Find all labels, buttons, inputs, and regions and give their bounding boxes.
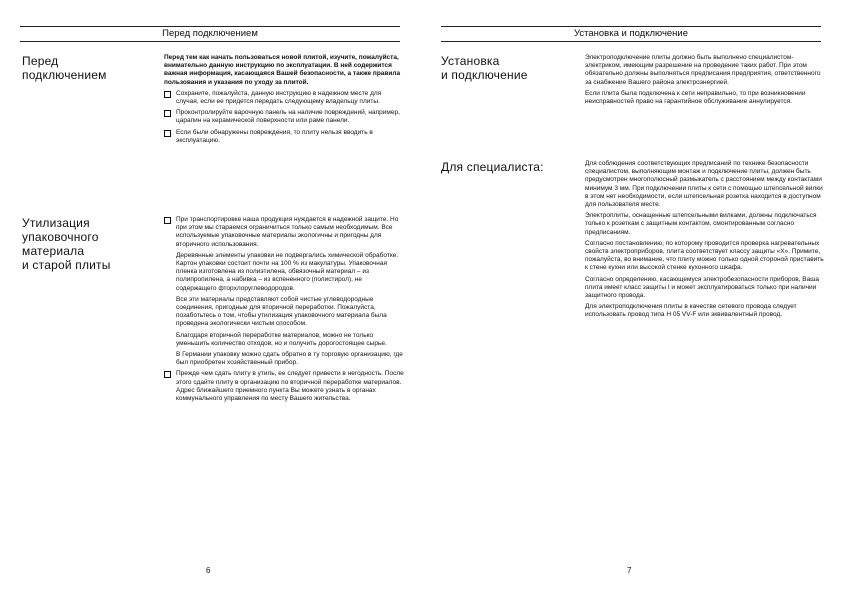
paragraph: Электроподключение плиты должно быть выполнено специалистом-электриком, имеющим разрешение на проведение таких работ. При этом обязательно должны выполняться предписания предприятия, ответственного за снабжение Вашего района электроэнергией. — [585, 54, 821, 86]
checkbox-icon — [164, 91, 171, 98]
paragraph: Деревянные элементы упаковки не подвергались химической обработке. Картон упаковки состоит почти на 100 % из макулатуры. Упаковочная пленка изготовлена из полиэтилена, обвязочный материал – из полипропилена, а набивка – из вспененного (полистирол), не содержащего фторхлоруглеводородов. — [176, 251, 399, 292]
section-title-before-connection: Перед подключением — [22, 54, 107, 82]
checkbox-icon — [164, 371, 171, 378]
page-number: 7 — [627, 566, 632, 575]
paragraph: Все эти материалы представляют собой чистые углеводородные соединения, пригодные для вторичной переработки. Пожалуйста, позаботьтесь о том, чтобы утилизация упаковочного материала была проведена экологически чистым способом. — [176, 295, 387, 328]
section-title-disposal: Утилизация упаковочного материала и старой плиты — [22, 216, 111, 272]
list-item: Проконтролируйте варочную панель на наличие повреждений, например, царапин на керамической поверхности или раме панели. — [164, 109, 404, 125]
paragraph: В Германии упаковку можно сдать обратно в ту торговую организацию, где был приобретен хозяйственный прибор. — [176, 351, 403, 367]
intro-paragraph: Перед тем как начать пользоваться новой плитой, изучите, пожалуйста, внимательно данную инструкцию по эксплуатации. В ней содержится важная информация, касающаяся Вашей безопасности, а также правила пользования и указания по уходу за плитой. — [164, 54, 401, 86]
paragraph: Для электроподключения плиты в качестве сетевого провода следует использовать провод типа H 05 VV-F или эквивалентный провод. — [585, 303, 797, 319]
page-header: Перед подключением — [20, 26, 400, 42]
section-body-installation — [585, 54, 825, 109]
list-item: При транспортировке наша продукция нуждается в надежной защите. Но при этом мы стараемся ограничиться только самым необходимым. Все используемые упаковочные материалы экологичны и пригодны для вторичного использования. — [164, 216, 404, 249]
paragraph: Электроплиты, оснащенные штепсельными вилками, должны подключаться только к розеткам с защитным контактом, смонтированным согласно предписаниям. — [585, 212, 817, 236]
checkbox-icon — [164, 130, 171, 137]
list-item: Сохраните, пожалуйста, данную инструкцию в надежном месте для случая, если ее придется передать следующему владельцу плиты. — [164, 90, 404, 106]
list-item: Прежде чем сдать плиту в утиль, ее следует привести в негодность. После этого сдайте плиту в организацию по вторичной переработке материалов. Адрес ближайшего приемного пункта Вы можете узнать в органах коммунального управления по месту Вашего жительства. — [164, 370, 404, 403]
right-page — [421, 0, 842, 595]
section-body-for-specialist — [585, 160, 825, 323]
section-body-before-connection — [164, 54, 404, 148]
section-body-disposal — [164, 216, 404, 406]
checkbox-icon — [164, 217, 171, 224]
paragraph: Благодаря вторичной переработке материалов, можно не только уменьшить количество отходов, но и получить дорогостоящее сырье. — [176, 331, 387, 347]
page-header: Установка и подключение — [441, 26, 821, 42]
paragraph: Если плита была подключена к сети неправильно, то при возникновении неисправностей право на гарантийное обслуживание аннулируется. — [585, 89, 806, 106]
list-item: Если были обнаружены повреждения, то плиту нельзя вводить в эксплуатацию. — [164, 129, 404, 145]
paragraph: Для соблюдения соответствующих предписаний по технике безопасности специалистом, выполняющим монтаж и подключение плиты, должен быть предусмотрен многополюсный размыкатель с расстоянием между контактами минимум 3 мм. При подключении плиты к сети с помощью штепсельной вилки в этом нет необходимости, если штепсельная розетка находится в доступном для пользователя месте. — [585, 160, 823, 209]
page-number: 6 — [206, 566, 211, 575]
checkbox-icon — [164, 110, 171, 117]
section-title-for-specialist: Для специалиста: — [441, 160, 544, 174]
paragraph: Согласно определению, касающемуся электробезопасности приборов, Ваша плита имеет класс защиты I и может эксплуатироваться только при наличии защитного провода. — [585, 275, 820, 300]
paragraph: Согласно постановлению, по которому проводится проверка нагревательных свойств электроприборов, плита соответствует классу защиты «Х». Примите, пожалуйста, во внимание, что плиту можно только одной стороной приставить к стене кухни или высокой стенке кухонного шкафа. — [585, 239, 824, 272]
section-title-installation: Установка и подключение — [441, 54, 528, 82]
